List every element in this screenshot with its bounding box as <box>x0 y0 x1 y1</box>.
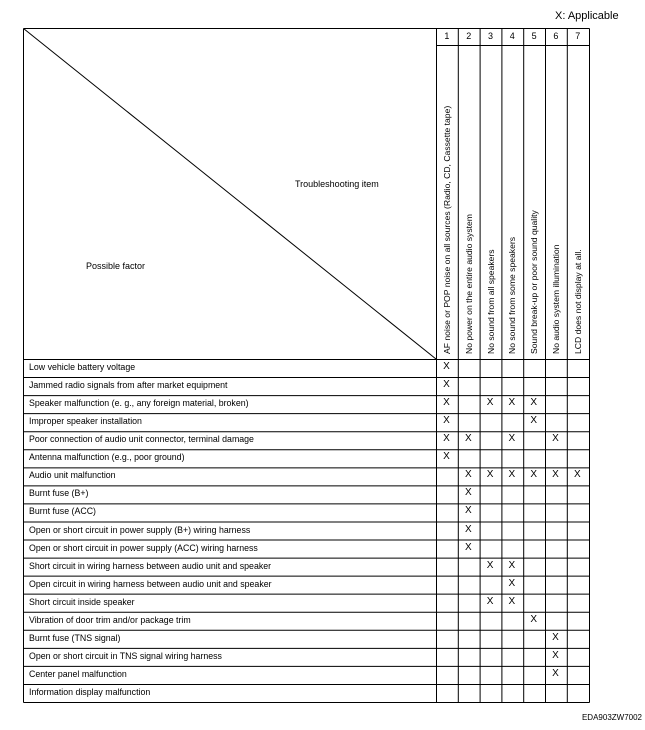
factor-label: Burnt fuse (B+) <box>29 488 89 499</box>
column-number: 2 <box>466 31 472 41</box>
applicable-mark: X <box>464 433 472 445</box>
applicable-mark: X <box>486 397 494 409</box>
factor-label: Short circuit in wiring harness between audio unit and speaker <box>29 560 272 571</box>
column-number: 1 <box>444 31 450 41</box>
applicable-mark: X <box>486 595 494 607</box>
column-number: 5 <box>531 31 537 41</box>
applicable-mark: X <box>443 433 450 445</box>
factor-label: Low vehicle battery voltage <box>29 362 136 373</box>
column-number: 4 <box>509 31 515 41</box>
applicable-mark: X <box>443 397 450 409</box>
applicable-mark: X <box>464 505 472 517</box>
factor-label: Open or short circuit in power supply (B+) wiring harness <box>29 524 251 535</box>
column-symptom-label: No sound from all speakers <box>485 249 496 354</box>
applicable-legend: X: Applicable <box>555 10 619 22</box>
factor-label: Audio unit malfunction <box>29 470 116 481</box>
applicable-mark: X <box>443 379 450 391</box>
applicable-mark: X <box>464 487 472 499</box>
applicable-mark: X <box>552 649 559 661</box>
applicable-mark: X <box>464 469 472 481</box>
column-number: 6 <box>553 31 559 41</box>
applicable-mark: X <box>530 469 538 481</box>
column-symptom-label: LCD does not display at all. <box>572 249 583 354</box>
table-text-layer <box>23 28 590 703</box>
applicable-mark: X <box>508 577 516 589</box>
applicable-mark: X <box>464 541 472 553</box>
applicable-mark: X <box>552 469 559 481</box>
applicable-mark: X <box>464 523 472 535</box>
applicable-mark: X <box>552 433 559 445</box>
factor-label: Vibration of door trim and/or package trim <box>29 614 191 625</box>
factor-label: Burnt fuse (TNS signal) <box>29 632 121 643</box>
possible-factor-label: Possible factor <box>86 261 146 271</box>
factor-label: Burnt fuse (ACC) <box>29 506 96 517</box>
factor-label: Center panel malfunction <box>29 668 127 679</box>
applicable-mark: X <box>443 361 450 373</box>
factor-label: Improper speaker installation <box>29 416 142 427</box>
applicable-mark: X <box>486 469 494 481</box>
factor-label: Poor connection of audio unit connector, terminal damage <box>29 434 254 445</box>
column-symptom-label: Sound break-up or poor sound quality <box>529 210 540 354</box>
column-number: 3 <box>487 31 493 41</box>
figure-code: EDA903ZW7002 <box>581 713 642 722</box>
factor-label: Open or short circuit in power supply (ACC) wiring harness <box>29 542 258 553</box>
column-number: 7 <box>575 31 581 41</box>
applicable-mark: X <box>530 415 538 427</box>
factor-label: Speaker malfunction (e. g., any foreign material, broken) <box>29 398 249 409</box>
applicable-mark: X <box>486 559 494 571</box>
factor-label: Short circuit inside speaker <box>29 596 135 607</box>
factor-label: Antenna malfunction (e.g., poor ground) <box>29 452 185 463</box>
column-symptom-label: No power on the entire audio system <box>463 214 474 354</box>
troubleshooting-item-label: Troubleshooting item <box>295 179 379 189</box>
applicable-mark: X <box>552 667 559 679</box>
factor-label: Jammed radio signals from after market equipment <box>29 380 228 391</box>
applicable-mark: X <box>508 595 516 607</box>
applicable-mark: X <box>573 469 581 481</box>
column-symptom-label: AF noise or POP noise on all sources (Radio, CD, Cassette tape) <box>442 105 452 354</box>
applicable-mark: X <box>508 397 516 409</box>
column-symptom-label: No sound from some speakers <box>507 236 518 354</box>
applicable-mark: X <box>508 433 516 445</box>
applicable-mark: X <box>530 397 538 409</box>
applicable-mark: X <box>443 415 450 427</box>
applicable-mark: X <box>530 613 538 625</box>
factor-label: Open circuit in wiring harness between audio unit and speaker <box>29 578 272 589</box>
applicable-mark: X <box>508 559 516 571</box>
column-symptom-label: No audio system illumination <box>551 244 561 354</box>
applicable-mark: X <box>508 469 516 481</box>
applicable-mark: X <box>552 631 559 643</box>
factor-label: Open or short circuit in TNS signal wiring harness <box>29 650 222 661</box>
factor-label: Information display malfunction <box>29 686 151 697</box>
applicable-mark: X <box>443 451 450 463</box>
